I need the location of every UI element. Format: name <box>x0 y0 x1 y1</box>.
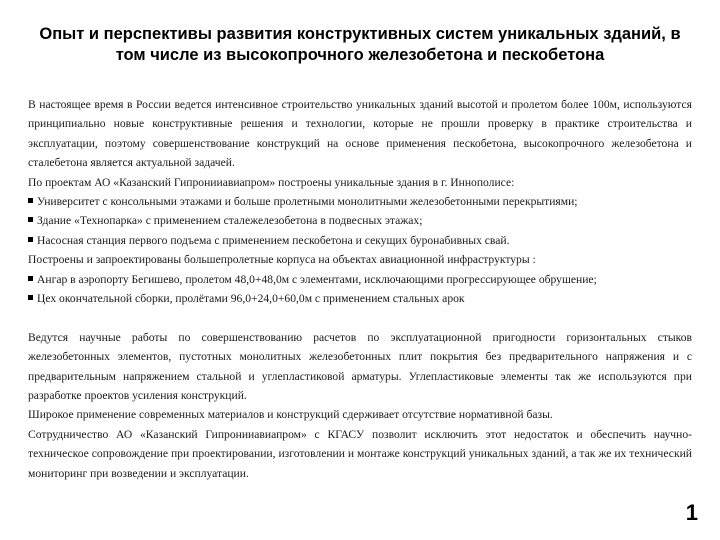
bullet-text: Насосная станция первого подъема с применением пескобетона и секущих буронабивных свай. <box>37 233 510 247</box>
bullet-item <box>28 270 692 289</box>
page-number: 1 <box>685 500 698 525</box>
bullet-item <box>28 231 692 250</box>
paragraph-intro: В настоящее время в России ведется интенсивное строительство уникальных зданий высотой и пролетом более 100м, используются принципиально новые конструктивные решения и технологии, которые не прошли проверку в практике строительства и эксплуатации, поэтому совершенствование конструкций на основе применения пескобетона, высокопрочного железобетона и сталебетона является актуальной задачей. <box>28 98 692 170</box>
bullet-item <box>28 211 692 230</box>
bullet-text: Ангар в аэропорту Бегишево, пролетом 48,0+48,0м с элементами, исключающими прогрессирующее обрушение; <box>37 272 597 286</box>
bullet-text: Цех окончательной сборки, пролётами 96,0+24,0+60,0м с применением стальных арок <box>37 292 465 306</box>
paragraph-research: Ведутся научные работы по совершенствованию расчетов по эксплуатационной пригодности горизонтальных стыков железобетонных элементов, пустотных монолитных железобетонных плит покрытия без предварительного напряжения и с предварительным напряжением стальной и углепластиковой арматуры. Углепластиковые элементы так же используются при разработке проектов усиления конструкций. <box>28 330 692 403</box>
paragraph-innopolis: По проектам АО «Казанский Гипронииавиапром» построены уникальные здания в г. Иннополисе: <box>28 175 515 189</box>
bullet-icon <box>28 276 33 281</box>
paragraph-normative: Широкое применение современных материалов и конструкций сдерживает отсутствие нормативной базы. <box>28 408 553 422</box>
bullet-icon <box>28 295 33 300</box>
bullet-text: Университет с консольными этажами и больше пролетными монолитными железобетонными перекрытиями; <box>37 195 578 209</box>
bullet-item <box>28 192 692 211</box>
paragraph-aviation: Построены и запроектированы большепролетные корпуса на объектах авиационной инфраструктуры : <box>28 253 536 267</box>
paragraph-cooperation: Сотрудничество АО «Казанский Гипронииавиапром» с КГАСУ позволит исключить этот недостаток и обеспечить научно-техническое сопровождение при проектировании, изготовлении и монтаже конструкций уникальных зданий, а так же их технический мониторинг при возведении и эксплуатации. <box>28 427 692 480</box>
bullet-icon <box>28 217 33 222</box>
bullet-item <box>28 289 692 308</box>
slide-title: Опыт и перспективы развития конструктивных систем уникальных зданий, в том числе из высокопрочного железобетона и пескобетона <box>39 25 681 64</box>
bullet-text: Здание «Технопарка» с применением сталежелезобетона в подвесных этажах; <box>37 214 423 228</box>
slide-body <box>28 95 692 483</box>
bullet-icon <box>28 237 33 242</box>
bullet-icon <box>28 198 33 203</box>
